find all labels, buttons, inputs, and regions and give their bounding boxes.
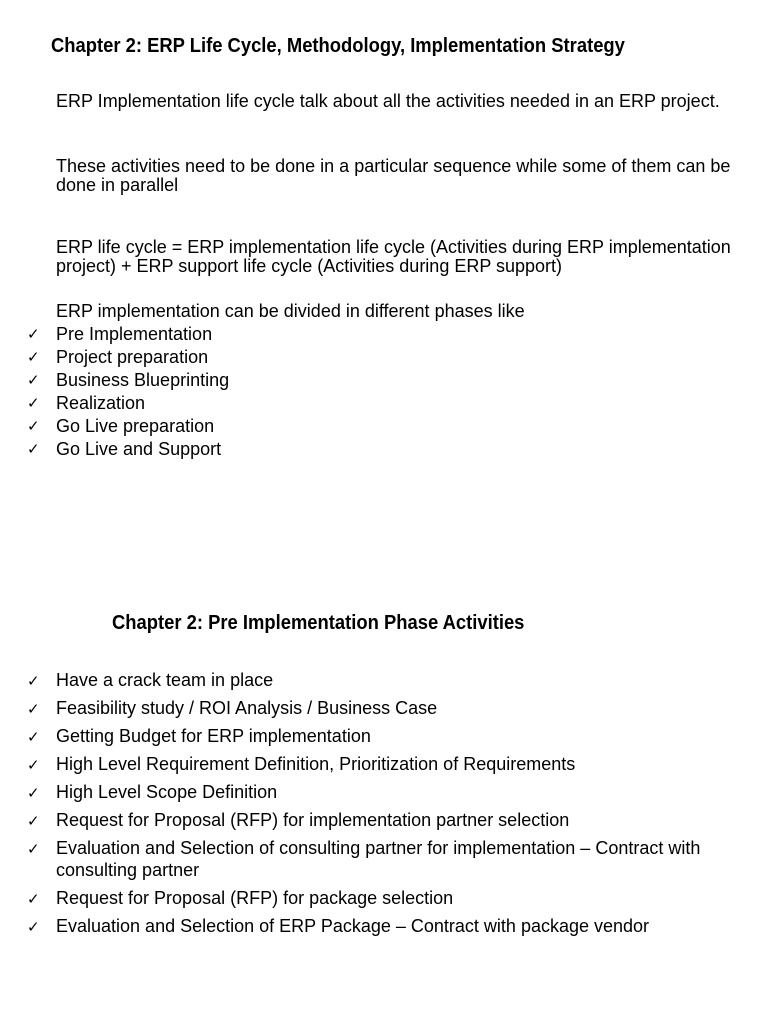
activity-label: Request for Proposal (RFP) for package selection [56, 888, 454, 908]
phase-label: Go Live and Support [56, 439, 222, 459]
list-item [0, 809, 746, 831]
activity-label: High Level Requirement Definition, Prioritization of Requirements [56, 754, 576, 774]
intro-paragraph: ERP Implementation life cycle talk about all the activities needed in an ERP project. [56, 91, 720, 111]
checkmark-icon: ✓ [27, 325, 40, 343]
activity-label: High Level Scope Definition [56, 782, 278, 802]
checkmark-icon: ✓ [27, 728, 40, 746]
list-item [0, 369, 746, 392]
checkmark-icon: ✓ [27, 394, 40, 412]
activity-label: Getting Budget for ERP implementation [56, 726, 371, 746]
section-2-title: Chapter 2: Pre Implementation Phase Activities [112, 612, 525, 634]
phase-label: Realization [56, 393, 146, 413]
phase-label: Go Live preparation [56, 416, 215, 436]
list-item [0, 837, 746, 881]
list-item [0, 915, 746, 937]
checkmark-icon: ✓ [27, 918, 40, 936]
activity-label: Have a crack team in place [56, 670, 274, 690]
list-item [0, 346, 746, 369]
phase-label: Project preparation [56, 347, 209, 367]
list-item [0, 323, 746, 346]
checkmark-icon: ✓ [27, 348, 40, 366]
list-item [0, 415, 746, 438]
activities-list [0, 669, 746, 943]
checkmark-icon: ✓ [27, 672, 40, 690]
checkmark-icon: ✓ [27, 890, 40, 908]
checkmark-icon: ✓ [27, 440, 40, 458]
checkmark-icon: ✓ [27, 840, 40, 858]
checkmark-icon: ✓ [27, 700, 40, 718]
activity-label: Evaluation and Selection of consulting partner for implementation – Contract with consulting partner [56, 838, 701, 880]
list-item [0, 725, 746, 747]
checkmark-icon: ✓ [27, 756, 40, 774]
list-item [0, 781, 746, 803]
section-1-title: Chapter 2: ERP Life Cycle, Methodology, Implementation Strategy [51, 35, 625, 57]
phases-list [0, 323, 746, 461]
list-item [0, 392, 746, 415]
phase-label: Business Blueprinting [56, 370, 230, 390]
list-item [0, 753, 746, 775]
checkmark-icon: ✓ [27, 784, 40, 802]
list-item [0, 697, 746, 719]
phases-intro-paragraph: ERP implementation can be divided in different phases like [56, 301, 525, 321]
checkmark-icon: ✓ [27, 371, 40, 389]
list-item [0, 669, 746, 691]
checkmark-icon: ✓ [27, 417, 40, 435]
activity-label: Feasibility study / ROI Analysis / Business Case [56, 698, 438, 718]
life-cycle-definition-paragraph: ERP life cycle = ERP implementation life cycle (Activities during ERP implementation project) + ERP support life cycle (Activities during ERP support) [56, 237, 731, 276]
activity-label: Request for Proposal (RFP) for implementation partner selection [56, 810, 570, 830]
checkmark-icon: ✓ [27, 812, 40, 830]
list-item [0, 438, 746, 461]
sequence-paragraph: These activities need to be done in a particular sequence while some of them can be done in parallel [56, 156, 731, 195]
list-item [0, 887, 746, 909]
activity-label: Evaluation and Selection of ERP Package – Contract with package vendor [56, 916, 650, 936]
phase-label: Pre Implementation [56, 324, 213, 344]
